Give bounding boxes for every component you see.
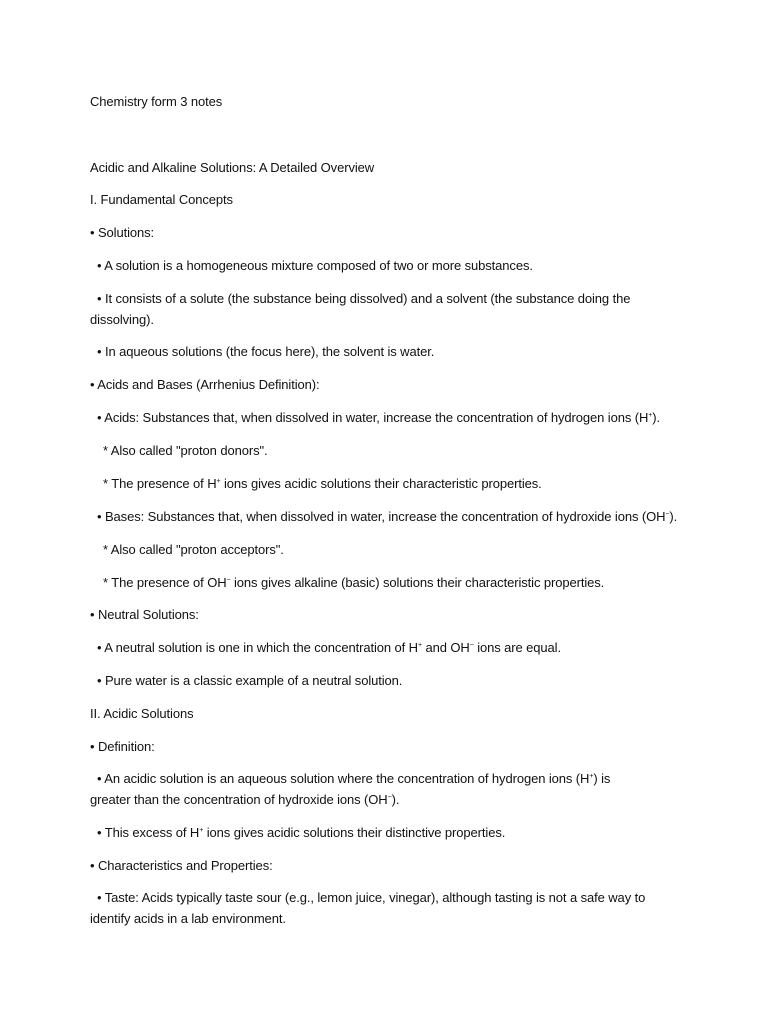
list-item: • This excess of H+ ions gives acidic solutions their distinctive properties.: [97, 825, 506, 840]
list-item: • Pure water is a classic example of a neutral solution.: [97, 673, 403, 688]
list-item: • An acidic solution is an aqueous solution where the concentration of hydrogen ions (H+) is greater than the concentration of hydroxide ions (OH−).: [90, 771, 611, 807]
list-item: • Taste: Acids typically taste sour (e.g., lemon juice, vinegar), although tasting is not a safe way to identify acids in a lab environment.: [90, 890, 646, 926]
bullet-solutions: • Solutions:: [90, 225, 155, 240]
document-title: Chemistry form 3 notes: [90, 94, 223, 109]
bullet-definition: • Definition:: [90, 739, 155, 754]
section-heading-fundamental: I. Fundamental Concepts: [90, 192, 233, 207]
bullet-characteristics: • Characteristics and Properties:: [90, 858, 273, 873]
list-item: * Also called "proton donors".: [103, 443, 268, 458]
list-item: • In aqueous solutions (the focus here), the solvent is water.: [97, 344, 435, 359]
list-item: • Bases: Substances that, when dissolved in water, increase the concentration of hydroxide ions (OH−).: [97, 509, 678, 524]
bullet-acids-bases: • Acids and Bases (Arrhenius Definition):: [90, 377, 320, 392]
list-item: * The presence of H+ ions gives acidic solutions their characteristic properties.: [103, 476, 542, 491]
list-item: • A neutral solution is one in which the concentration of H+ and OH− ions are equal.: [97, 640, 561, 655]
bullet-neutral: • Neutral Solutions:: [90, 607, 199, 622]
list-item: • A solution is a homogeneous mixture composed of two or more substances.: [97, 258, 533, 273]
list-item: * The presence of OH− ions gives alkaline (basic) solutions their characteristic properties.: [103, 575, 605, 590]
document-heading: Acidic and Alkaline Solutions: A Detailed Overview: [90, 160, 375, 175]
list-item: • It consists of a solute (the substance being dissolved) and a solvent (the substance doing the dissolving).: [90, 291, 631, 327]
list-item: • Acids: Substances that, when dissolved in water, increase the concentration of hydrogen ions (H+).: [97, 410, 661, 425]
list-item: * Also called "proton acceptors".: [103, 542, 284, 557]
section-heading-acidic: II. Acidic Solutions: [90, 706, 194, 721]
